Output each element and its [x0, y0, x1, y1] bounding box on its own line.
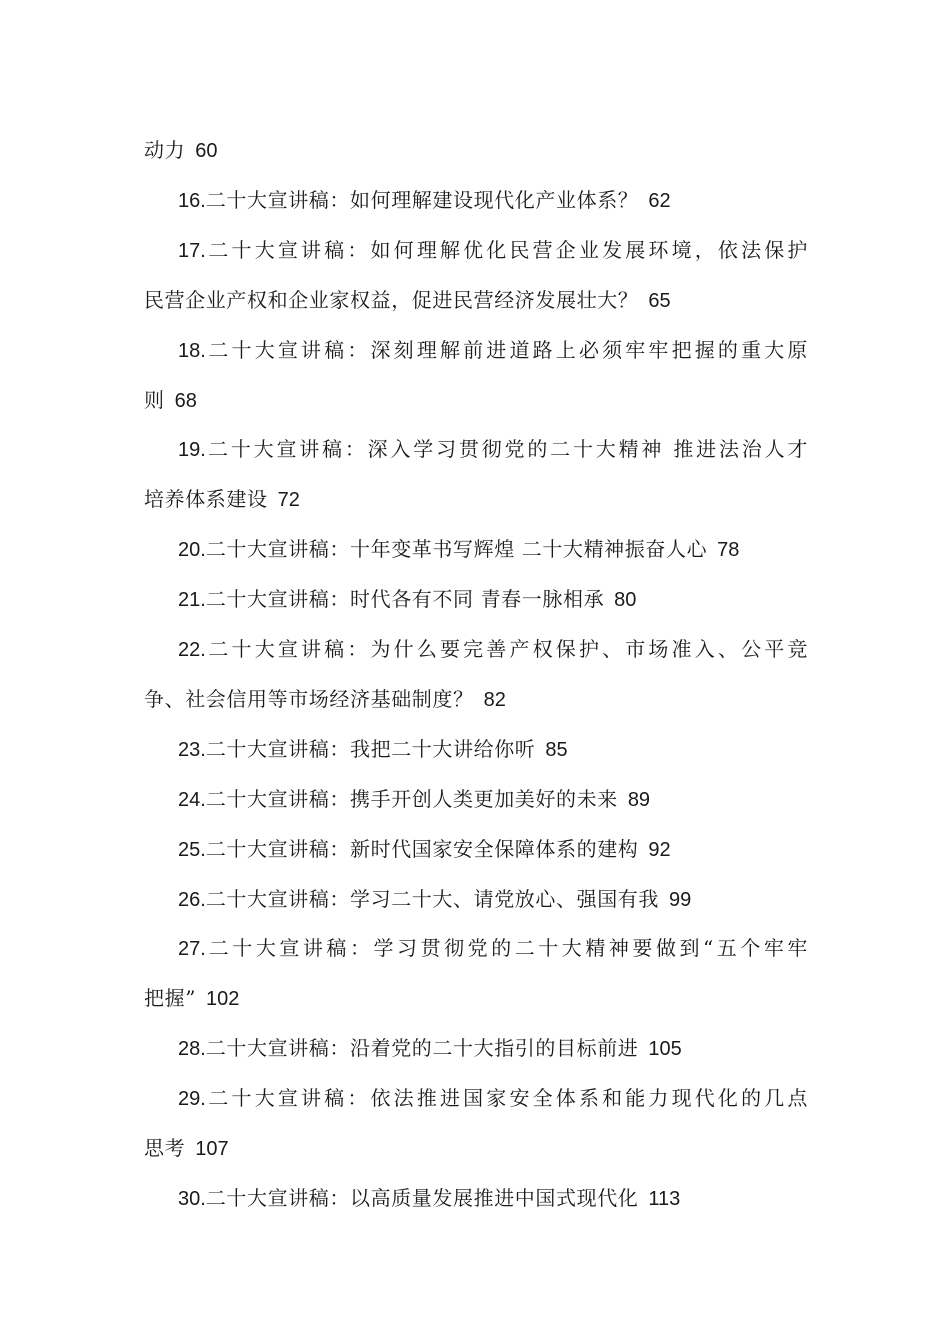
- toc-entry-title: 则: [144, 387, 165, 412]
- toc-page-number: 82: [483, 688, 506, 711]
- toc-line: [178, 434, 808, 464]
- toc-page-number: 113: [648, 1187, 681, 1210]
- toc-line: [178, 185, 808, 215]
- toc-entry-title: 二十大宣讲稿：我把二十大讲给你听: [205, 736, 536, 761]
- toc-line: [144, 983, 808, 1013]
- toc-entry-title: 二十大宣讲稿：如何理解建设现代化产业体系？: [205, 187, 639, 212]
- toc-page-number: 102: [206, 988, 240, 1011]
- toc-page-number: 72: [277, 489, 300, 512]
- toc-entry-title: 把握”: [144, 986, 197, 1011]
- toc-entry-number: 21.: [178, 589, 206, 612]
- toc-line: [178, 834, 808, 864]
- toc-page-number: 92: [648, 838, 671, 861]
- toc-page-number: 105: [648, 1038, 682, 1061]
- toc-line: [144, 135, 808, 165]
- toc-entry-title: 二十大宣讲稿：新时代国家安全保障体系的建构: [205, 836, 639, 861]
- toc-line: [178, 235, 808, 265]
- toc-entry-number: 27.: [178, 938, 206, 961]
- toc-page-number: 78: [717, 539, 740, 562]
- toc-page-number: 80: [614, 589, 637, 612]
- toc-entry-number: 17.: [178, 239, 206, 262]
- toc-page-number: 62: [648, 189, 671, 212]
- toc-line: [144, 285, 808, 315]
- toc-entry-title: 二十大宣讲稿：沿着党的二十大指引的目标前进: [205, 1036, 639, 1061]
- toc-line: [178, 634, 808, 664]
- toc-entry-number: 30.: [178, 1187, 206, 1210]
- toc-entry-title: 二十大宣讲稿：深入学习贯彻党的二十大精神 推进法治人才: [205, 437, 808, 462]
- toc-line: [178, 784, 808, 814]
- toc-entry-title: 二十大宣讲稿：如何理解优化民营企业发展环境，依法保护: [205, 237, 808, 262]
- toc-page-number: 60: [195, 140, 218, 162]
- toc-entry-title: 二十大宣讲稿：学习二十大、请党放心、强国有我: [205, 886, 660, 911]
- toc-entry-title: 二十大宣讲稿：十年变革书写辉煌 二十大精神振奋人心: [205, 537, 708, 562]
- toc-entry-number: 18.: [178, 339, 206, 362]
- toc-line: [178, 734, 808, 764]
- toc-line: [144, 1133, 808, 1163]
- toc-entry-title: 二十大宣讲稿：以高质量发展推进中国式现代化: [205, 1185, 639, 1210]
- toc-entry-title: 争、社会信用等市场经济基础制度？: [144, 686, 474, 711]
- toc-entry-number: 29.: [178, 1088, 206, 1111]
- toc-page-number: 89: [627, 788, 651, 811]
- toc-entry-number: 16.: [178, 189, 206, 212]
- toc-entry-title: 二十大宣讲稿：携手开创人类更加美好的未来: [205, 786, 618, 811]
- toc-entry-number: 25.: [178, 838, 206, 861]
- toc-page-number: 85: [545, 738, 568, 761]
- toc-entry-number: 20.: [178, 539, 206, 562]
- toc-page-number: 99: [669, 888, 692, 911]
- toc-line: [144, 484, 808, 514]
- toc-line: [178, 1033, 808, 1063]
- toc-entry-title: 二十大宣讲稿：依法推进国家安全体系和能力现代化的几点: [205, 1086, 808, 1111]
- toc-entry-number: 19.: [178, 439, 206, 462]
- toc-line: [178, 884, 808, 914]
- toc-line: [144, 385, 808, 415]
- toc-entry-title: 二十大宣讲稿：深刻理解前进道路上必须牢牢把握的重大原: [205, 337, 808, 362]
- toc-line: [178, 534, 808, 564]
- toc-line: [144, 684, 808, 714]
- toc-entry-title: 思考: [144, 1136, 186, 1160]
- toc-entry-number: 26.: [178, 888, 206, 911]
- toc-line: [178, 1183, 808, 1213]
- toc-line: [178, 933, 808, 963]
- toc-entry-number: 23.: [178, 738, 206, 761]
- toc-entry-title: 二十大宣讲稿：学习贯彻党的二十大精神要做到“五个牢牢: [205, 936, 808, 961]
- toc-page-number: 107: [195, 1138, 229, 1160]
- toc-entry-title: 动力: [144, 138, 186, 162]
- toc-line: [178, 335, 808, 365]
- toc-line: [178, 1083, 808, 1113]
- toc-line: [178, 584, 808, 614]
- toc-entry-title: 二十大宣讲稿：时代各有不同 青春一脉相承: [205, 587, 605, 612]
- toc-page-number: 68: [174, 389, 197, 412]
- toc-page-number: 65: [648, 289, 671, 312]
- toc-entry-title: 二十大宣讲稿：为什么要完善产权保护、市场准入、公平竞: [205, 637, 808, 661]
- toc-entry-number: 22.: [178, 639, 206, 661]
- toc-entry-number: 28.: [178, 1038, 206, 1061]
- toc-entry-title: 培养体系建设: [144, 487, 268, 512]
- toc-entry-title: 民营企业产权和企业家权益，促进民营经济发展壮大？: [144, 287, 639, 312]
- toc-entry-number: 24.: [178, 788, 206, 811]
